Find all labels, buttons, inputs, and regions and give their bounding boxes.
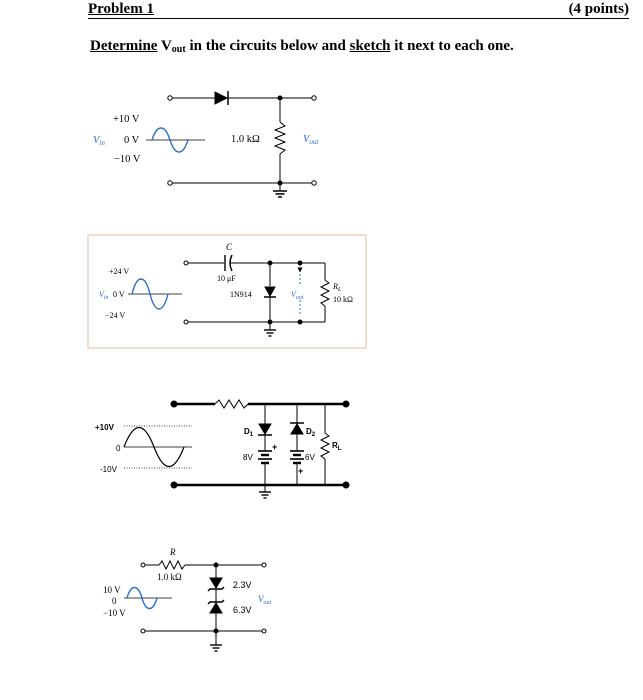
c4-r-value: 1.0 kΩ	[157, 572, 182, 582]
c4-zener2-label: 6.3V	[233, 605, 252, 615]
c2-vin-label: $V_{in}$	[99, 290, 109, 301]
c3-rl-label: $R_L$	[332, 441, 342, 452]
zener-diode-2-icon	[208, 600, 224, 613]
c4-zener1-label: 2.3V	[233, 580, 252, 590]
c3-zero-label: 0	[116, 444, 121, 453]
c4-vneg-label: −10 V	[103, 608, 126, 618]
c2-vneg-label: −24 V	[105, 311, 126, 320]
c1-zero-label: 0 V	[124, 135, 140, 146]
c1-resistor-label: 1.0 kΩ	[231, 134, 260, 145]
c2-zero-label: 0 V	[113, 290, 125, 299]
task-word-sketch: sketch	[349, 38, 391, 54]
circuit-3	[124, 400, 349, 498]
c4-r-label: R	[170, 547, 176, 557]
c3-d2-label: $D_2$	[306, 427, 316, 438]
task-word-determine: Determine	[90, 38, 158, 54]
c1-vin-label: Vin	[93, 135, 105, 147]
diode-1n914-icon	[264, 287, 276, 297]
c3-plus2-label: +	[298, 466, 304, 476]
c3-bat2-label: 6V	[305, 453, 315, 462]
c1-vpos-label: +10 V	[113, 114, 140, 125]
c2-rl-value: 10 kΩ	[333, 295, 353, 304]
ground-icon	[264, 330, 276, 336]
c2-vout-label: $V_{out}$	[291, 290, 304, 301]
c3-plus1-label: +	[272, 442, 278, 452]
c4-vout-label: $V_{out}$	[258, 594, 272, 606]
ground-icon	[259, 492, 271, 498]
load-resistor-icon	[321, 280, 329, 306]
diode-d1-icon	[258, 424, 272, 435]
c3-d1-label: $D_1$	[244, 427, 254, 438]
problem-points: (4 points)	[568, 1, 629, 17]
c2-vpos-label: +24 V	[109, 267, 130, 276]
c4-vpos-label: 10 V	[103, 585, 121, 595]
c2-rl-label: $R_L$	[333, 282, 342, 293]
ground-icon	[273, 191, 287, 197]
battery-6v-icon	[290, 451, 304, 463]
diode-d2-icon	[290, 423, 304, 434]
battery-8v-icon	[258, 451, 272, 463]
c1-vout-label: Vout	[303, 134, 319, 146]
c1-vneg-label: −10 V	[114, 154, 141, 165]
problem-title: Problem 1	[88, 1, 154, 17]
diode-icon	[215, 91, 228, 105]
c2-cap-value: 10 μF	[217, 274, 236, 283]
task-instruction: Determine $V_{out}$ in the circuits below and sketch it next to each one.	[90, 38, 514, 55]
ground-icon	[210, 645, 222, 651]
resistor-icon	[275, 122, 285, 154]
load-resistor-icon	[321, 433, 329, 459]
c4-zero-label: 0	[112, 596, 117, 606]
c3-vneg-label: -10V	[100, 465, 117, 474]
c2-cap-label: C	[226, 242, 233, 252]
c3-vpos-label: +10V	[95, 423, 114, 432]
c3-bat1-label: 8V	[243, 453, 253, 462]
resistor-icon	[215, 400, 248, 408]
c2-diode-label: 1N914	[230, 290, 252, 299]
resistor-icon	[159, 561, 185, 569]
